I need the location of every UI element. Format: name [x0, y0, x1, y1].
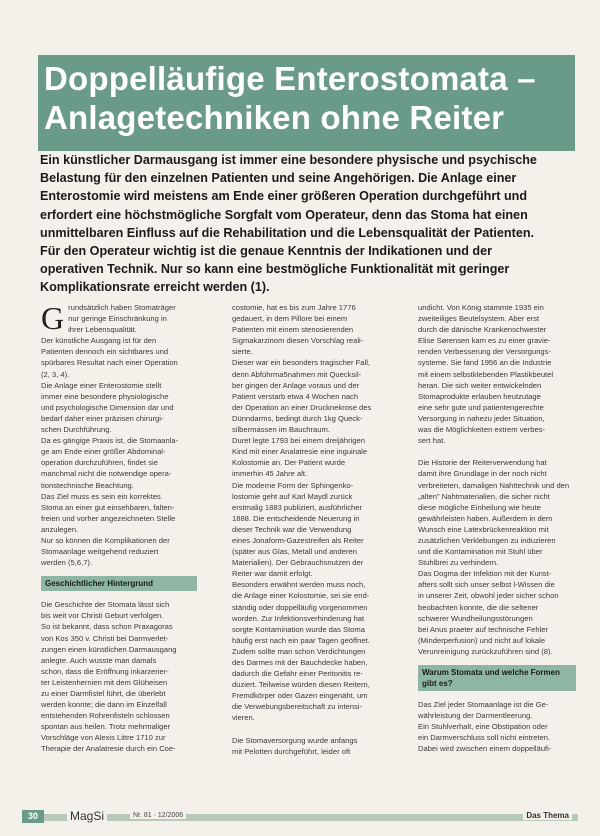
text-line: tionstechnische Beachtung. [41, 480, 134, 490]
text-line: dieser Technik war die Verwendung [232, 524, 352, 534]
column-1-history-body [41, 599, 197, 754]
text-line: afters sollt sich unser selbst l-Wissen die [418, 580, 555, 590]
column-1-body [41, 335, 197, 568]
lead-line: unmittelbaren Einfluss auf die Rehabilitation und die Lebensqualität der Patienten. [40, 225, 535, 240]
text-line: ber gingen der Anlage voraus und der [232, 380, 360, 390]
text-line: beobachten konnte, die die seltener [418, 602, 539, 612]
text-line: in unserer Zeit, obwohl jeder sicher schon [418, 591, 559, 601]
text-line: Da es gängige Praxis ist, die Stomaanla- [41, 436, 179, 446]
text-line: sert hat. [418, 436, 446, 446]
text-line: Die moderne Form der Sphingenko- [232, 480, 354, 490]
lead-line: erfordert eine höchstmögliche Sorgfalt vom Operateur, denn das Stoma hat einen [40, 207, 528, 222]
text-line: währleistung der Darmentleerung. [418, 711, 533, 721]
text-line: ständig oder doppelläufig vorgenommen [232, 602, 368, 612]
text-line: Vorschläge von Alexis Littre 1710 zur [41, 733, 166, 743]
text-line: nur geringe Einschränkung in [68, 314, 167, 324]
text-line: Fremdkörper oder Gazen eingenäht, um [232, 691, 368, 701]
text-line: heran. Die sich weiter entwickelnden [418, 380, 542, 390]
text-line: verbreiteten, damaligen Nahttechnik und den [418, 480, 570, 490]
text-line: Therapie der Analatresie durch ein Coe- [41, 744, 176, 754]
page-title-line-1: Doppelläufige Enterostomata – [44, 60, 536, 97]
text-line: immerhin 45 Jahre alt. [232, 469, 308, 479]
text-line: durch die dänische Krankenschwester [418, 325, 547, 335]
page-title-line-2: Anlagetechniken ohne Reiter [44, 99, 505, 136]
text-line: zweiteiliges Beutelsystem. Aber erst [418, 314, 540, 324]
text-line: werden konnte; die dann im Einzelfall [41, 700, 167, 710]
text-line: des Darmes mit der Bauchdecke haben, [232, 658, 368, 667]
text-line: sierte. [232, 347, 253, 357]
text-line: Stomaprodukte erlauben heutzutage [418, 391, 541, 401]
text-line: Das Ziel jeder Stomaanlage ist die Ge- [418, 700, 549, 709]
lead-line: Für den Operateur wichtig ist die genaue Kenntnis der Indikationen und der [40, 244, 493, 259]
text-line: vieren. [232, 713, 255, 723]
text-line: ein Darmverschluss soll nicht eintreten. [418, 733, 551, 743]
text-line: und die Kontamination mit Stuhl über [418, 547, 543, 557]
text-line: Sigmakarzinom diesen Vorschlag reali- [232, 336, 364, 346]
lead-line: operativen Technik. Nur so kann eine bestmögliche Funktionalität mit geringer [40, 262, 510, 277]
text-line: Materialien). Der Gebrauchsnutzen der [232, 558, 364, 568]
text-line: silbermassen im Bauchraum. [232, 425, 330, 435]
text-line: gedauert, in dem Pillore bei einem [232, 314, 348, 324]
text-line: Versorgung in nahezu jeder Situation, [418, 413, 545, 423]
text-line: von Kos 350 v. Christi bei Darmverlet- [41, 633, 169, 643]
lead-paragraph [40, 151, 575, 297]
text-line: rundsätzlich haben Stomaträger [68, 303, 176, 312]
lead-line: Belastung für den einzelnen Patienten und seine Angehörigen. Die Anlage einer [40, 171, 517, 186]
text-line: Ein Stuhlverhalt, eine Obstipation oder [418, 722, 548, 732]
text-line: bedarf daher einer präzisen chirurgi- [41, 413, 164, 423]
text-line: (später aus Glas, Metall und anderen [232, 547, 357, 557]
text-line: Die Historie der Reiterverwendung hat [418, 458, 547, 468]
page-number: 30 [22, 810, 44, 823]
text-line: Elise Sørensen kam es zu einer gravie- [418, 336, 551, 346]
text-line: sorgte Kontamination wurde das Stoma [232, 624, 365, 634]
text-line [232, 724, 388, 735]
text-line: Dieser war ein besonders tragischer Fall, [232, 358, 371, 368]
text-line: undicht. Von König stammte 1935 ein [418, 303, 544, 312]
text-line: Die Stomaversorgung wurde anfangs [232, 735, 358, 745]
lead-line: Komplikationsrate erreicht werden (1). [40, 280, 270, 295]
text-line: erstmalig 1883 publiziert, ausführlicher [232, 502, 363, 512]
text-line: die Anlage einer Kolostomie, sei sie end- [232, 591, 370, 601]
text-line: Verunreinigung zurückzuführen sind (8). [418, 646, 553, 656]
subhead-history: Geschichtlicher Hintergrund [41, 576, 197, 591]
text-line: „alten" Nahtmaterialien, die sicher nicht [418, 491, 550, 501]
lead-line: Ein künstlicher Darmausgang ist immer eine besondere physische und psychische [40, 153, 537, 167]
text-line: anlegte. Auch wusste man damals [41, 655, 157, 665]
text-line: die Verwebungsbereitschaft zu intensi- [232, 702, 363, 712]
text-line: schwerer Wundheilungsstörungen [418, 613, 533, 623]
text-line: anzulegen. [41, 524, 79, 534]
text-line: (Minderperfusion) und nicht auf lokale [418, 635, 546, 645]
text-line: lostomie geht auf Karl Maydl zurück [232, 491, 353, 501]
text-line: Patienten mit einem stenosierenden [232, 325, 354, 335]
text-line: Stuhlbrei zu verhindern. [418, 558, 499, 568]
text-line: 1888. Die entscheidende Neuerung in [232, 513, 360, 523]
footer-bar [40, 814, 578, 821]
text-line: zu einer Darmfistel führt, die überlebt [41, 689, 166, 698]
text-line: worden. Zur Infektionsverhinderung hat [232, 613, 365, 623]
dropcap-lines [41, 302, 197, 335]
column-2-body [232, 302, 388, 757]
text-line: zusätzlichen Verklebungen zu induzieren [418, 535, 556, 545]
text-line: häufig erst nach ein paar Tagen geöffnet. [232, 635, 370, 645]
text-line: mit Pelotten durchgeführt, leider oft [232, 746, 351, 756]
text-line: schon, dass die Eröffnung inkarzerier- [41, 666, 169, 676]
magazine-name: MagSi [67, 809, 107, 823]
text-line: eine sehr gute und patientengerechte [418, 402, 544, 412]
text-line: Kolostomie an. Der Patient wurde [232, 458, 346, 468]
text-line: werden (5,6,7). [41, 558, 93, 568]
text-line: operation durchzuführen, findet sie [41, 458, 158, 468]
text-line: Kind mit einer Analatresie eine inguinale [232, 447, 368, 457]
text-line: (2, 3, 4). [41, 369, 70, 379]
text-line: mit einem selbstklebenden Plastikbeutel [418, 369, 554, 379]
text-line: Besonders erwähnt werden muss noch, [232, 580, 366, 590]
text-line: Zudem sollte man schon Verdichtungen [232, 646, 366, 656]
text-line: Der künstliche Ausgang ist für den [41, 336, 157, 346]
section-name: Das Thema [523, 811, 572, 820]
issue-info: Nr. 81 · 12/2006 [130, 812, 186, 819]
text-column-1 [41, 302, 197, 755]
text-line: spontan aus heilen. Trotz mehrmaliger [41, 722, 171, 732]
text-line: Das Dogma der Infektion mit der Kunst- [418, 569, 552, 579]
subhead-stoma-forms: Warum Stomata und welche Formen gibt es? [418, 665, 576, 691]
text-line: Wunsch eine Latexbrückenreaktion mit [418, 524, 549, 534]
text-line: Stomaanlage weitgehend reduziert [41, 547, 159, 557]
page-footer [0, 805, 600, 827]
text-line: Dabei wird zwischen einem doppelläufi- [418, 744, 552, 754]
text-line [418, 446, 578, 457]
text-line: freien und vorher angezeichneten Stelle [41, 513, 176, 523]
text-line: schen Durchführung. [41, 425, 112, 435]
text-line: dadurch die Gefahr einer Peritonitis re- [232, 669, 363, 679]
text-line: Duret legte 1793 bei einem dreijährigen [232, 436, 365, 446]
text-line: costomie, hat es bis zum Jahre 1776 [232, 303, 356, 312]
text-line: denn Abführma5nahmen mit Quecksil- [232, 369, 362, 379]
text-line: entstehenden Rohrenfisteln schlossen [41, 711, 170, 721]
text-line: gewährleisten haben. Außerdem in dem [418, 513, 553, 523]
text-line: ge am Ende einer größer Abdominal- [41, 447, 166, 457]
text-line: duziert. Teilweise würden diesen Reitern, [232, 680, 370, 690]
text-line: systeme. Sie fand 1956 an die Industrie [418, 358, 552, 368]
text-line: und psychologische Dimension dar und [41, 402, 174, 412]
text-line: spürbares Resultat nach einer Operation [41, 358, 178, 368]
text-line: bis weit vor Christi Geburt verfolgen. [41, 611, 164, 621]
text-line: Die Anlage einer Enterostomie stellt [41, 380, 162, 390]
text-line: eines Jonaform-Gazestreifen als Reiter [232, 535, 364, 545]
text-line: Die Geschichte der Stomata lässt sich [41, 600, 170, 610]
text-line: was die Möglichkeiten extrem verbes- [418, 425, 546, 435]
dropcap-letter: G [41, 300, 65, 336]
text-column-2 [232, 302, 388, 757]
text-line: Das Ziel muss es sein ein korrektes [41, 491, 161, 501]
text-line: ter Leistenhernien mit dem Glüheisen [41, 677, 168, 687]
text-column-3 [418, 302, 578, 754]
text-line: renden Verbesserung der Versorgungs- [418, 347, 551, 357]
text-line: Reiter war damit erfolgt. [232, 569, 313, 579]
text-line: ihrer Lebensqualität. [68, 325, 137, 335]
text-line: Patient verstarb etwa 4 Wochen nach [232, 391, 359, 401]
column-3-body [418, 302, 578, 657]
dropcap-paragraph [41, 302, 197, 335]
text-line: damit ihre Grundlage in der noch nicht [418, 469, 547, 479]
column-3-forms-body [418, 699, 578, 754]
text-line: Stoma an einer gut einsehbaren, falten- [41, 502, 175, 512]
text-line: immer eine besondere physiologische [41, 391, 169, 401]
text-line: diese mögliche Einheilung wie heute [418, 502, 541, 512]
text-line: Dünndarms, bedingt durch 1kg Queck- [232, 413, 363, 423]
text-line: manchmal nicht die notwendige opera- [41, 469, 172, 479]
text-line: zungen einen künstlichen Darmausgang [41, 644, 177, 654]
text-line: Patienten dennoch ein sichtbares und [41, 347, 169, 357]
text-line: der Operation an einer Drucknekrose des [232, 402, 372, 412]
text-line: So ist bekannt, dass schon Praxagoras [41, 622, 173, 632]
text-line: Nur so können die Komplikationen der [41, 535, 170, 545]
text-line: bei Anus praeter auf technische Fehler [418, 624, 549, 634]
lead-line: Enterostomie wird meistens am Ende einer größeren Operation durchgeführt und [40, 189, 528, 204]
